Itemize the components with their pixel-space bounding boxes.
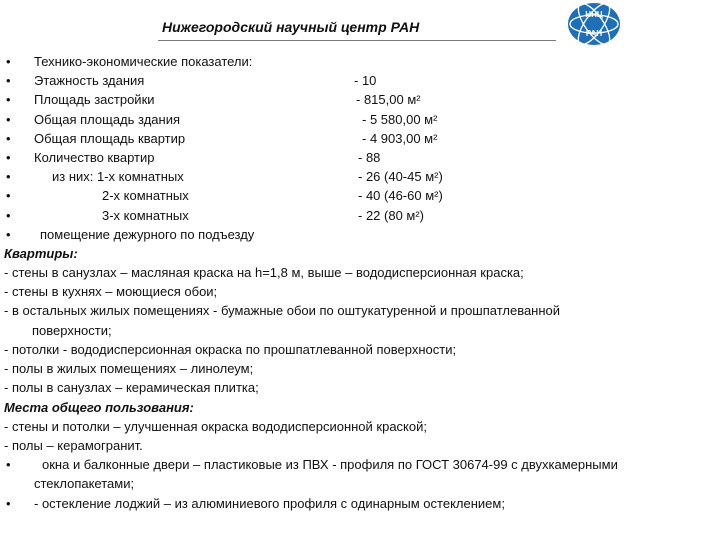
indicator-value: - 88	[358, 149, 381, 165]
indicator-label: Технико-экономические показатели:	[34, 54, 253, 69]
indicator-label: Площадь застройки	[34, 92, 155, 108]
common-areas-line: - стены и потолки – улучшенная окраска вододисперсионной краской;	[4, 418, 427, 434]
indicator-row	[4, 225, 716, 244]
header-divider	[158, 40, 556, 41]
bullet: •	[6, 92, 11, 108]
indicator-label: 3-х комнатных	[102, 207, 189, 223]
header	[0, 0, 720, 48]
indicator-label: Этажность здания	[34, 73, 145, 89]
indicator-label: Общая площадь квартир	[34, 130, 186, 146]
indicator-row	[4, 110, 716, 129]
indicator-label: Количество квартир	[34, 149, 155, 165]
apartments-section	[4, 244, 716, 398]
indicator-value: - 40 (46-60 м²)	[358, 188, 443, 204]
bullet: •	[6, 111, 11, 127]
indicator-label: Общая площадь здания	[34, 111, 181, 127]
page-title: Нижегородский научный центр РАН	[162, 19, 420, 35]
apartments-line: - полы в санузлах – керамическая плитка;	[4, 380, 259, 396]
indicator-row	[4, 148, 716, 167]
common-areas-line: - полы – керамогранит.	[4, 437, 143, 453]
ras-logo-icon	[567, 2, 621, 46]
common-areas-bullet-item	[4, 455, 716, 493]
apartments-line: - стены в кухнях – моющиеся обои;	[4, 284, 218, 300]
indicator-row	[4, 129, 716, 148]
apartments-line: - полы в жилых помещениях – линолеум;	[4, 361, 254, 377]
apartments-line: поверхности;	[32, 322, 112, 338]
indicator-value: - 10	[354, 73, 377, 89]
indicator-row	[4, 90, 716, 109]
indicator-value: - 26 (40-45 м²)	[358, 169, 443, 185]
apartments-line: - в остальных жилых помещениях - бумажные обои по оштукатуренной и прошпатлеванной	[4, 303, 561, 319]
indicator-row	[4, 71, 716, 90]
bullet: •	[6, 188, 11, 204]
indicator-row	[4, 206, 716, 225]
bullet: •	[6, 495, 11, 511]
common-areas-bullet-text: окна и балконные двери – пластиковые из ПВХ - профиля по ГОСТ 30674-99 с двухкамерными	[42, 457, 618, 473]
bullet: •	[6, 226, 11, 242]
bullet: •	[6, 169, 11, 185]
indicators-list	[4, 52, 716, 244]
bullet: •	[6, 130, 11, 146]
indicator-value: - 4 903,00 м²	[362, 130, 438, 146]
bullet: •	[6, 149, 11, 165]
indicator-label: помещение дежурного по подъезду	[40, 226, 255, 242]
common-areas-heading: Места общего пользования:	[4, 399, 194, 415]
apartments-line: - стены в санузлах – масляная краска на h=1,8 м, выше – вододисперсионная краска;	[4, 265, 524, 281]
indicator-value: - 815,00 м²	[356, 92, 421, 108]
common-areas-section	[4, 398, 716, 513]
indicator-row	[4, 52, 716, 71]
indicator-row	[4, 167, 716, 186]
indicator-label: из них: 1-х комнатных	[52, 169, 184, 185]
bullet: •	[6, 457, 11, 473]
bullet: •	[6, 54, 11, 69]
bullet: •	[6, 207, 11, 223]
bullet: •	[6, 73, 11, 89]
apartments-heading: Квартиры:	[4, 245, 78, 261]
indicator-value: - 22 (80 м²)	[358, 207, 425, 223]
apartments-line: - потолки - вододисперсионная окраска по прошпатлеванной поверхности;	[4, 341, 457, 357]
logo-text-bottom: РАН	[585, 29, 603, 38]
common-areas-bullet-text: - остекление лоджий – из алюминиевого профиля с одинарным остеклением;	[34, 495, 505, 511]
indicator-label: 2-х комнатных	[102, 188, 189, 204]
document-body	[4, 52, 716, 513]
common-areas-bullet-item	[4, 494, 716, 513]
common-areas-bullet-text: стеклопакетами;	[34, 476, 135, 492]
indicator-row	[4, 186, 716, 205]
indicator-value: - 5 580,00 м²	[362, 111, 438, 127]
logo-text-top: ННЦ	[585, 10, 603, 19]
